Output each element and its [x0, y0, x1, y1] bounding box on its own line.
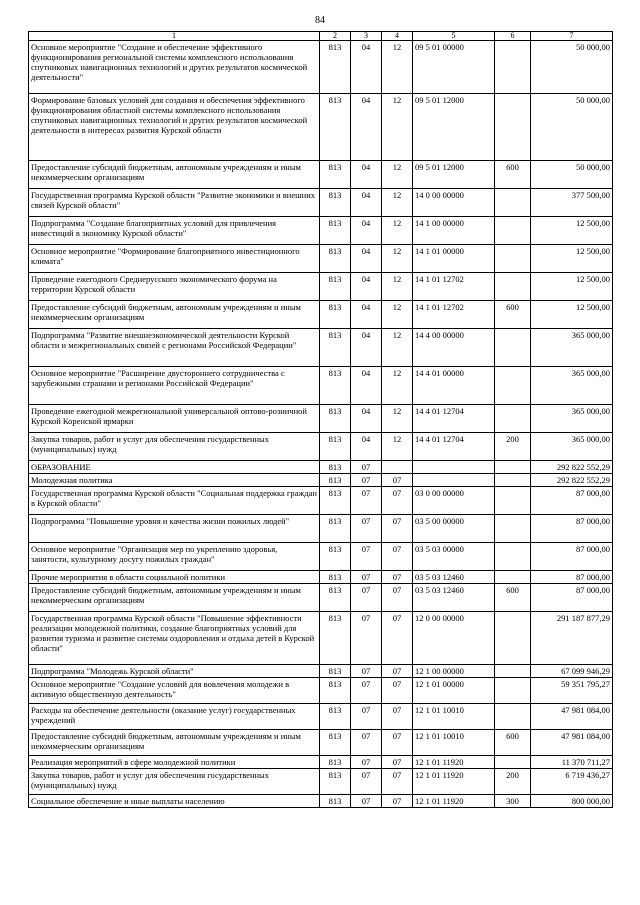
row-section-code: 07 [351, 461, 382, 474]
row-section-code: 04 [351, 405, 382, 433]
table-row [29, 730, 613, 756]
row-section-code: 07 [351, 612, 382, 665]
row-subsection-code: 12 [382, 217, 413, 245]
table-row [29, 571, 613, 584]
row-name: Расходы на обеспечение деятельности (оказание услуг) государственных учреждений [29, 704, 320, 730]
row-amount: 12 500,00 [531, 273, 613, 301]
row-expense-type [495, 704, 531, 730]
row-ministry-code: 813 [320, 217, 351, 245]
row-ministry-code: 813 [320, 704, 351, 730]
row-name: Предоставление субсидий бюджетным, автономным учреждениям и иным некоммерческим организациям [29, 161, 320, 189]
row-section-code: 04 [351, 273, 382, 301]
row-subsection-code: 07 [382, 678, 413, 704]
row-subsection-code: 07 [382, 515, 413, 543]
row-expense-type: 600 [495, 161, 531, 189]
row-ministry-code: 813 [320, 161, 351, 189]
row-subsection-code: 07 [382, 756, 413, 769]
row-name: Подпрограмма "Молодежь Курской области" [29, 665, 320, 678]
row-expense-type [495, 367, 531, 405]
row-amount: 87 000,00 [531, 543, 613, 571]
row-subsection-code: 07 [382, 487, 413, 515]
row-target-code: 12 1 01 10010 [413, 730, 495, 756]
row-section-code: 04 [351, 161, 382, 189]
row-section-code: 04 [351, 245, 382, 273]
table-row [29, 704, 613, 730]
row-subsection-code: 12 [382, 161, 413, 189]
table-row [29, 665, 613, 678]
table-row [29, 273, 613, 301]
row-section-code: 07 [351, 543, 382, 571]
row-target-code: 03 5 03 00000 [413, 543, 495, 571]
row-ministry-code: 813 [320, 678, 351, 704]
row-name: Подпрограмма "Создание благоприятных условий для привлечения инвестиций в экономику Курской области" [29, 217, 320, 245]
row-amount: 12 500,00 [531, 301, 613, 329]
header-cell-3: 3 [351, 32, 382, 41]
row-amount: 365 000,00 [531, 329, 613, 367]
header-cell-2: 2 [320, 32, 351, 41]
row-section-code: 07 [351, 487, 382, 515]
row-target-code: 14 1 00 00000 [413, 217, 495, 245]
table-row [29, 245, 613, 273]
row-expense-type [495, 678, 531, 704]
row-section-code: 04 [351, 433, 382, 461]
row-amount: 50 000,00 [531, 94, 613, 161]
row-name: ОБРАЗОВАНИЕ [29, 461, 320, 474]
row-ministry-code: 813 [320, 665, 351, 678]
row-expense-type [495, 665, 531, 678]
row-section-code: 07 [351, 571, 382, 584]
row-section-code: 07 [351, 769, 382, 795]
row-name: Предоставление субсидий бюджетным, автономным учреждениям и иным некоммерческим организациям [29, 730, 320, 756]
row-subsection-code: 07 [382, 704, 413, 730]
row-target-code: 09 5 01 12000 [413, 94, 495, 161]
row-name: Государственная программа Курской области "Развитие экономики и внешних связей Курской области" [29, 189, 320, 217]
row-amount: 12 500,00 [531, 217, 613, 245]
row-subsection-code: 07 [382, 474, 413, 487]
row-target-code: 14 4 01 12704 [413, 433, 495, 461]
row-expense-type: 600 [495, 301, 531, 329]
row-ministry-code: 813 [320, 756, 351, 769]
row-amount: 800 000,00 [531, 795, 613, 808]
row-amount: 50 000,00 [531, 41, 613, 94]
row-section-code: 07 [351, 704, 382, 730]
row-subsection-code: 07 [382, 612, 413, 665]
row-subsection-code: 12 [382, 405, 413, 433]
budget-table [28, 31, 613, 808]
row-amount: 11 370 711,27 [531, 756, 613, 769]
row-expense-type [495, 405, 531, 433]
row-section-code: 04 [351, 367, 382, 405]
row-amount: 67 099 946,29 [531, 665, 613, 678]
row-amount: 365 000,00 [531, 433, 613, 461]
row-target-code: 12 1 01 11920 [413, 769, 495, 795]
row-name: Основное мероприятие "Создание и обеспечение эффективного функционирования региональной системы комплексного использования спутниковых навигационных технологий и других результатов космической деятельности" [29, 41, 320, 94]
row-target-code [413, 474, 495, 487]
row-target-code: 14 4 00 00000 [413, 329, 495, 367]
row-target-code: 12 1 01 11920 [413, 795, 495, 808]
row-expense-type: 300 [495, 795, 531, 808]
row-subsection-code: 07 [382, 730, 413, 756]
row-subsection-code: 07 [382, 769, 413, 795]
row-name: Прочие мероприятия в области социальной политики [29, 571, 320, 584]
header-cell-7: 7 [531, 32, 613, 41]
row-ministry-code: 813 [320, 543, 351, 571]
row-ministry-code: 813 [320, 730, 351, 756]
row-ministry-code: 813 [320, 474, 351, 487]
row-target-code: 09 5 01 00000 [413, 41, 495, 94]
row-section-code: 07 [351, 795, 382, 808]
row-amount: 292 822 552,29 [531, 461, 613, 474]
row-subsection-code [382, 461, 413, 474]
row-expense-type [495, 756, 531, 769]
row-amount: 12 500,00 [531, 245, 613, 273]
table-row [29, 161, 613, 189]
row-expense-type: 600 [495, 730, 531, 756]
row-name: Государственная программа Курской области "Повышение эффективности реализации молодежной политики, создание благоприятных условий для развития туризма и развитие системы оздоровления и отдыха детей в Курской области" [29, 612, 320, 665]
row-name: Закупка товаров, работ и услуг для обеспечения государственных (муниципальных) нужд [29, 433, 320, 461]
row-amount: 87 000,00 [531, 487, 613, 515]
row-subsection-code: 07 [382, 665, 413, 678]
table-row [29, 189, 613, 217]
header-row [29, 32, 613, 41]
table-row [29, 612, 613, 665]
row-target-code: 14 1 01 12702 [413, 301, 495, 329]
row-target-code: 03 5 03 12460 [413, 571, 495, 584]
row-expense-type [495, 329, 531, 367]
table-row [29, 41, 613, 94]
row-ministry-code: 813 [320, 329, 351, 367]
row-expense-type [495, 273, 531, 301]
row-expense-type [495, 474, 531, 487]
row-section-code: 04 [351, 94, 382, 161]
row-target-code: 12 1 00 00000 [413, 665, 495, 678]
row-expense-type [495, 245, 531, 273]
row-name: Молодежная политика [29, 474, 320, 487]
header-cell-4: 4 [382, 32, 413, 41]
row-amount: 292 822 552,29 [531, 474, 613, 487]
row-ministry-code: 813 [320, 612, 351, 665]
row-ministry-code: 813 [320, 301, 351, 329]
row-expense-type: 200 [495, 769, 531, 795]
row-expense-type [495, 41, 531, 94]
row-section-code: 04 [351, 189, 382, 217]
header-cell-5: 5 [413, 32, 495, 41]
table-row [29, 217, 613, 245]
row-name: Государственная программа Курской области "Социальная поддержка граждан в Курской области" [29, 487, 320, 515]
row-section-code: 07 [351, 584, 382, 612]
row-expense-type [495, 515, 531, 543]
row-expense-type [495, 612, 531, 665]
row-expense-type: 600 [495, 584, 531, 612]
table-row [29, 329, 613, 367]
row-name: Социальное обеспечение и иные выплаты населению [29, 795, 320, 808]
row-amount: 87 000,00 [531, 571, 613, 584]
row-target-code: 14 0 00 00000 [413, 189, 495, 217]
row-subsection-code: 07 [382, 571, 413, 584]
row-name: Формирование базовых условий для создания и обеспечения эффективного функционирования областной системы комплексного использования спутниковых навигационных технологий и других результатов космической деятельности в интересах развития Курской области [29, 94, 320, 161]
table-row [29, 461, 613, 474]
row-target-code [413, 461, 495, 474]
row-target-code: 09 5 01 12000 [413, 161, 495, 189]
table-body [29, 41, 613, 808]
row-section-code: 07 [351, 678, 382, 704]
row-name: Реализация мероприятий в сфере молодежной политики [29, 756, 320, 769]
row-expense-type [495, 543, 531, 571]
row-subsection-code: 12 [382, 245, 413, 273]
row-ministry-code: 813 [320, 41, 351, 94]
table-row [29, 769, 613, 795]
table-row [29, 756, 613, 769]
row-expense-type [495, 94, 531, 161]
row-subsection-code: 12 [382, 329, 413, 367]
row-expense-type [495, 571, 531, 584]
row-ministry-code: 813 [320, 189, 351, 217]
row-target-code: 03 5 03 12460 [413, 584, 495, 612]
row-amount: 47 981 084,00 [531, 704, 613, 730]
table-row [29, 795, 613, 808]
table-row [29, 678, 613, 704]
row-section-code: 07 [351, 730, 382, 756]
row-ministry-code: 813 [320, 461, 351, 474]
row-subsection-code: 07 [382, 795, 413, 808]
row-target-code: 03 5 00 00000 [413, 515, 495, 543]
row-ministry-code: 813 [320, 571, 351, 584]
table-row [29, 487, 613, 515]
page-number: 84 [315, 15, 325, 26]
row-subsection-code: 12 [382, 189, 413, 217]
row-amount: 59 351 795,27 [531, 678, 613, 704]
table-row [29, 433, 613, 461]
row-amount: 365 000,00 [531, 367, 613, 405]
row-ministry-code: 813 [320, 367, 351, 405]
row-section-code: 04 [351, 217, 382, 245]
row-target-code: 03 0 00 00000 [413, 487, 495, 515]
row-ministry-code: 813 [320, 273, 351, 301]
row-ministry-code: 813 [320, 245, 351, 273]
table-row [29, 301, 613, 329]
row-section-code: 07 [351, 515, 382, 543]
row-ministry-code: 813 [320, 405, 351, 433]
row-section-code: 04 [351, 329, 382, 367]
row-target-code: 14 1 01 12702 [413, 273, 495, 301]
row-section-code: 04 [351, 41, 382, 94]
row-amount: 47 981 084,00 [531, 730, 613, 756]
row-ministry-code: 813 [320, 487, 351, 515]
row-subsection-code: 07 [382, 543, 413, 571]
row-expense-type [495, 189, 531, 217]
row-amount: 87 000,00 [531, 584, 613, 612]
table-row [29, 543, 613, 571]
row-ministry-code: 813 [320, 515, 351, 543]
row-amount: 377 500,00 [531, 189, 613, 217]
header-cell-6: 6 [495, 32, 531, 41]
row-subsection-code: 12 [382, 41, 413, 94]
row-name: Подпрограмма "Развитие внешнеэкономической деятельности Курской области и межрегиональных связей с регионами Российской Федерации" [29, 329, 320, 367]
row-target-code: 14 4 01 00000 [413, 367, 495, 405]
row-expense-type [495, 461, 531, 474]
row-expense-type [495, 487, 531, 515]
row-target-code: 12 1 01 00000 [413, 678, 495, 704]
table-row [29, 94, 613, 161]
table-row [29, 584, 613, 612]
row-subsection-code: 12 [382, 273, 413, 301]
row-target-code: 12 0 00 00000 [413, 612, 495, 665]
row-subsection-code: 12 [382, 301, 413, 329]
row-target-code: 12 1 01 11920 [413, 756, 495, 769]
table-row [29, 474, 613, 487]
row-subsection-code: 12 [382, 94, 413, 161]
row-target-code: 14 1 01 00000 [413, 245, 495, 273]
row-section-code: 07 [351, 756, 382, 769]
row-section-code: 04 [351, 301, 382, 329]
row-subsection-code: 12 [382, 367, 413, 405]
row-subsection-code: 12 [382, 433, 413, 461]
table-row [29, 515, 613, 543]
row-name: Предоставление субсидий бюджетным, автономным учреждениям и иным некоммерческим организациям [29, 301, 320, 329]
row-name: Основное мероприятие "Создание условий для вовлечения молодежи в активную общественную деятельность" [29, 678, 320, 704]
row-name: Основное мероприятие "Расширение двустороннего сотрудничества с зарубежными странами и регионами Российской Федерации" [29, 367, 320, 405]
row-expense-type: 200 [495, 433, 531, 461]
row-name: Проведение ежегодной межрегиональной универсальной оптово-розничной Курской Коренской ярмарки [29, 405, 320, 433]
table-row [29, 367, 613, 405]
row-ministry-code: 813 [320, 433, 351, 461]
row-ministry-code: 813 [320, 584, 351, 612]
row-ministry-code: 813 [320, 769, 351, 795]
row-amount: 6 719 436,27 [531, 769, 613, 795]
row-amount: 50 000,00 [531, 161, 613, 189]
row-section-code: 07 [351, 665, 382, 678]
row-amount: 291 187 877,29 [531, 612, 613, 665]
row-name: Проведение ежегодного Среднерусского экономического форума на территории Курской области [29, 273, 320, 301]
row-expense-type [495, 217, 531, 245]
row-ministry-code: 813 [320, 795, 351, 808]
row-target-code: 14 4 01 12704 [413, 405, 495, 433]
row-target-code: 12 1 01 10010 [413, 704, 495, 730]
table-row [29, 405, 613, 433]
row-name: Подпрограмма "Повышение уровня и качества жизни пожилых людей" [29, 515, 320, 543]
row-name: Основное мероприятие "Формирование благоприятного инвестиционного климата" [29, 245, 320, 273]
row-section-code: 07 [351, 474, 382, 487]
row-amount: 87 000,00 [531, 515, 613, 543]
row-amount: 365 000,00 [531, 405, 613, 433]
row-name: Основное мероприятие "Организация мер по укреплению здоровья, занятости, культурному досугу пожилых граждан" [29, 543, 320, 571]
header-cell-1: 1 [29, 32, 320, 41]
row-name: Предоставление субсидий бюджетным, автономным учреждениям и иным некоммерческим организациям [29, 584, 320, 612]
row-name: Закупка товаров, работ и услуг для обеспечения государственных (муниципальных) нужд [29, 769, 320, 795]
row-subsection-code: 07 [382, 584, 413, 612]
row-ministry-code: 813 [320, 94, 351, 161]
